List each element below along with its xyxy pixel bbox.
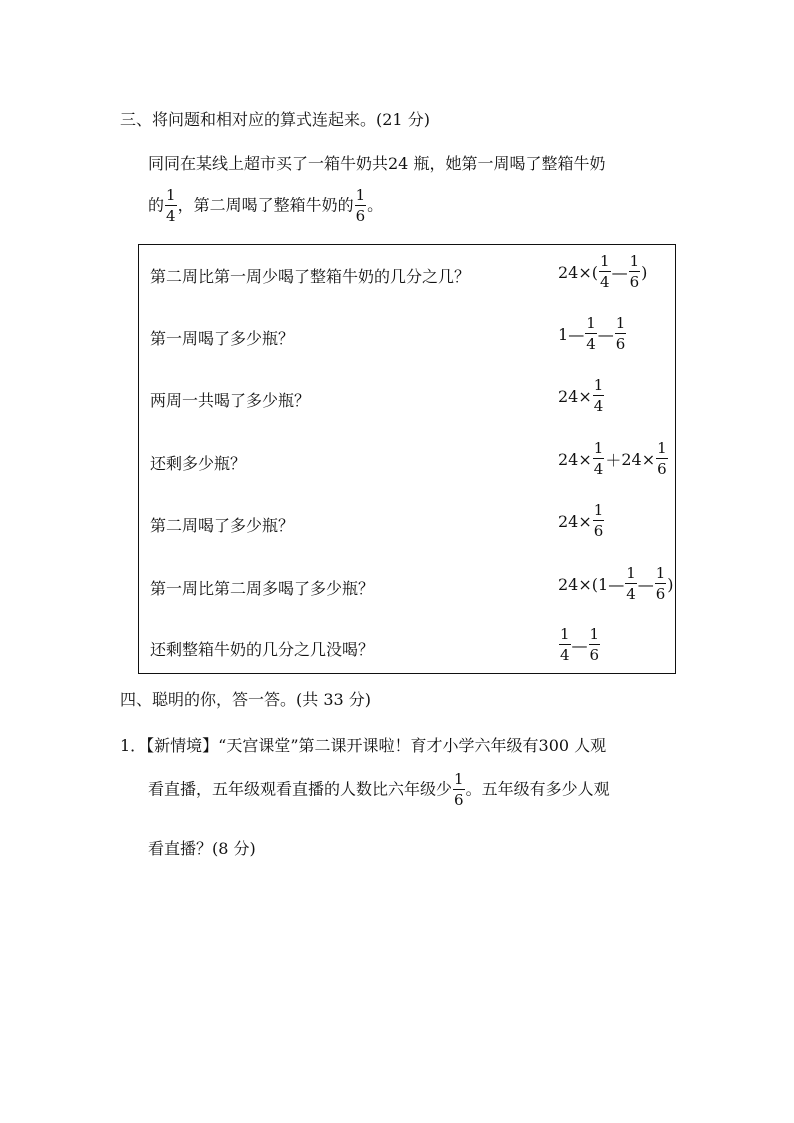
expression-3[interactable]: 24× $\frac{1}{4}$ (558, 376, 604, 415)
section-3-heading: 三、将问题和相对应的算式连起来。(21 分) (120, 110, 430, 129)
expression-1[interactable]: 24×( $\frac{1}{4}$ — $\frac{1}{6}$ ) (558, 252, 648, 291)
section-4-heading: 四、聪明的你，答一答。(共 33 分) (120, 690, 372, 709)
question-2[interactable]: 第一周喝了多少瓶？ (150, 329, 295, 348)
question-3[interactable]: 两周一共喝了多少瓶？ (150, 391, 311, 410)
intro-text-b: ，第二周喝了整箱牛奶的 (177, 195, 354, 215)
problem-intro-line2 (148, 188, 383, 224)
problem-1-line1: 1．【新情境】“天宫课堂”第二课开课啦！育才小学六年级有300 人观 (120, 736, 607, 755)
question-6[interactable]: 第一周比第二周多喝了多少瓶？ (150, 579, 375, 598)
problem-1-text-a: 看直播，五年级观看直播的人数比六年级少 (148, 779, 453, 799)
question-7[interactable]: 还剩整箱牛奶的几分之几没喝？ (150, 640, 375, 659)
fraction-one-quarter: $\frac{1}{4}$ (166, 186, 176, 225)
expression-2[interactable]: 1— $\frac{1}{4}$ — $\frac{1}{6}$ (558, 314, 626, 353)
intro-text-c: 。 (367, 195, 384, 215)
expression-5[interactable]: 24× $\frac{1}{6}$ (558, 501, 604, 540)
expression-7[interactable]: $\frac{1}{4}$ — $\frac{1}{6}$ (560, 625, 600, 664)
problem-1-line3: 看直播？(8 分) (148, 839, 256, 858)
problem-intro-line1: 同同在某线上超市买了一箱牛奶共24 瓶，她第一周喝了整箱牛奶 (148, 154, 606, 173)
intro-text-a: 的 (148, 195, 165, 215)
question-1[interactable]: 第二周比第一周少喝了整箱牛奶的几分之几？ (150, 267, 471, 286)
expression-4[interactable]: 24× $\frac{1}{4}$ ＋24× $\frac{1}{6}$ (558, 439, 667, 478)
expression-6[interactable]: 24×(1— $\frac{1}{4}$ — $\frac{1}{6}$ ) (558, 564, 674, 603)
fraction-one-sixth: $\frac{1}{6}$ (355, 186, 366, 225)
question-5[interactable]: 第二周喝了多少瓶？ (150, 516, 295, 535)
question-4[interactable]: 还剩多少瓶？ (150, 454, 247, 473)
fraction-one-sixth: $\frac{1}{6}$ (454, 770, 464, 809)
problem-1-line2 (148, 772, 610, 808)
problem-1-text-b: 。五年级有多少人观 (465, 779, 610, 799)
